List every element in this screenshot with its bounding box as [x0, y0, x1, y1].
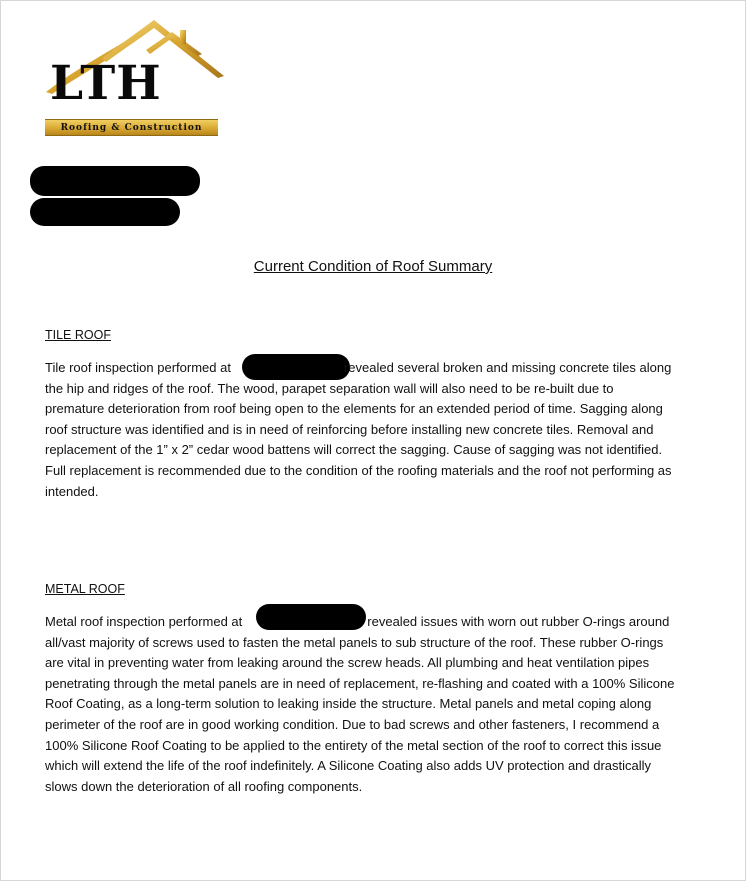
paragraph-line: which will extend the life of the roof indefinitely. A Silicone Coating also adds UV protection and drastically [45, 758, 652, 774]
paragraph-line: premature deterioration from roof being open to the elements for an extended period of time. Sagging along [45, 401, 663, 417]
company-logo [42, 14, 224, 133]
paragraph-line: perimeter of the roof are in good working condition. Due to bad screws and other fasteners, I recommend a [45, 716, 660, 732]
paragraph-line: Metal roof inspection performed at revealed issues with worn out rubber O-rings around [45, 614, 670, 629]
paragraph-line: roof structure was identified and is in need of reinforcing before installing new concrete tiles. Removal and [45, 421, 654, 437]
paragraph-line: slows down the deterioration of all roofing components. [45, 778, 363, 794]
paragraph-line: 100% Silicone Roof Coating to be applied to the entirety of the metal section of the roof to correct this issue [45, 737, 662, 753]
paragraph-line: Tile roof inspection performed at revealed several broken and missing concrete tiles along [45, 360, 672, 375]
logo-tagline: Roofing & Construction [45, 119, 218, 136]
paragraph-line: are vital in preventing water from leaking around the screw heads. All plumbing and heat ventilation pipes [45, 655, 650, 671]
tile-roof-heading: TILE ROOF [45, 328, 111, 342]
redacted-address-line-2 [30, 198, 180, 226]
tile-roof-paragraph [45, 358, 715, 502]
redacted-address-line-1 [30, 166, 200, 196]
paragraph-line: the hip and ridges of the roof. The wood, parapet separation wall will also need to be re-built due to [45, 380, 614, 396]
paragraph-line: Full replacement is recommended due to the condition of the roofing materials and the roof not performing as [45, 462, 672, 478]
paragraph-line: replacement of the 1” x 2” cedar wood battens will correct the sagging. Cause of sagging was not identified. [45, 442, 663, 458]
paragraph-line: all/vast majority of screws used to fasten the metal panels to sub structure of the roof. These rubber O-rings [45, 634, 664, 650]
paragraph-line: penetrating through the metal panels are in need of replacement, re-flashing and coated with a 100% Silicone [45, 675, 675, 691]
paragraph-line: Roof Coating, as a long-term solution to leaking inside the structure. Metal panels and metal coping along [45, 696, 652, 712]
metal-roof-paragraph [45, 612, 715, 797]
document-title: Current Condition of Roof Summary [253, 258, 493, 275]
logo-letters: LTH [50, 56, 162, 111]
metal-roof-heading: METAL ROOF [45, 582, 125, 596]
paragraph-line: intended. [45, 483, 99, 499]
